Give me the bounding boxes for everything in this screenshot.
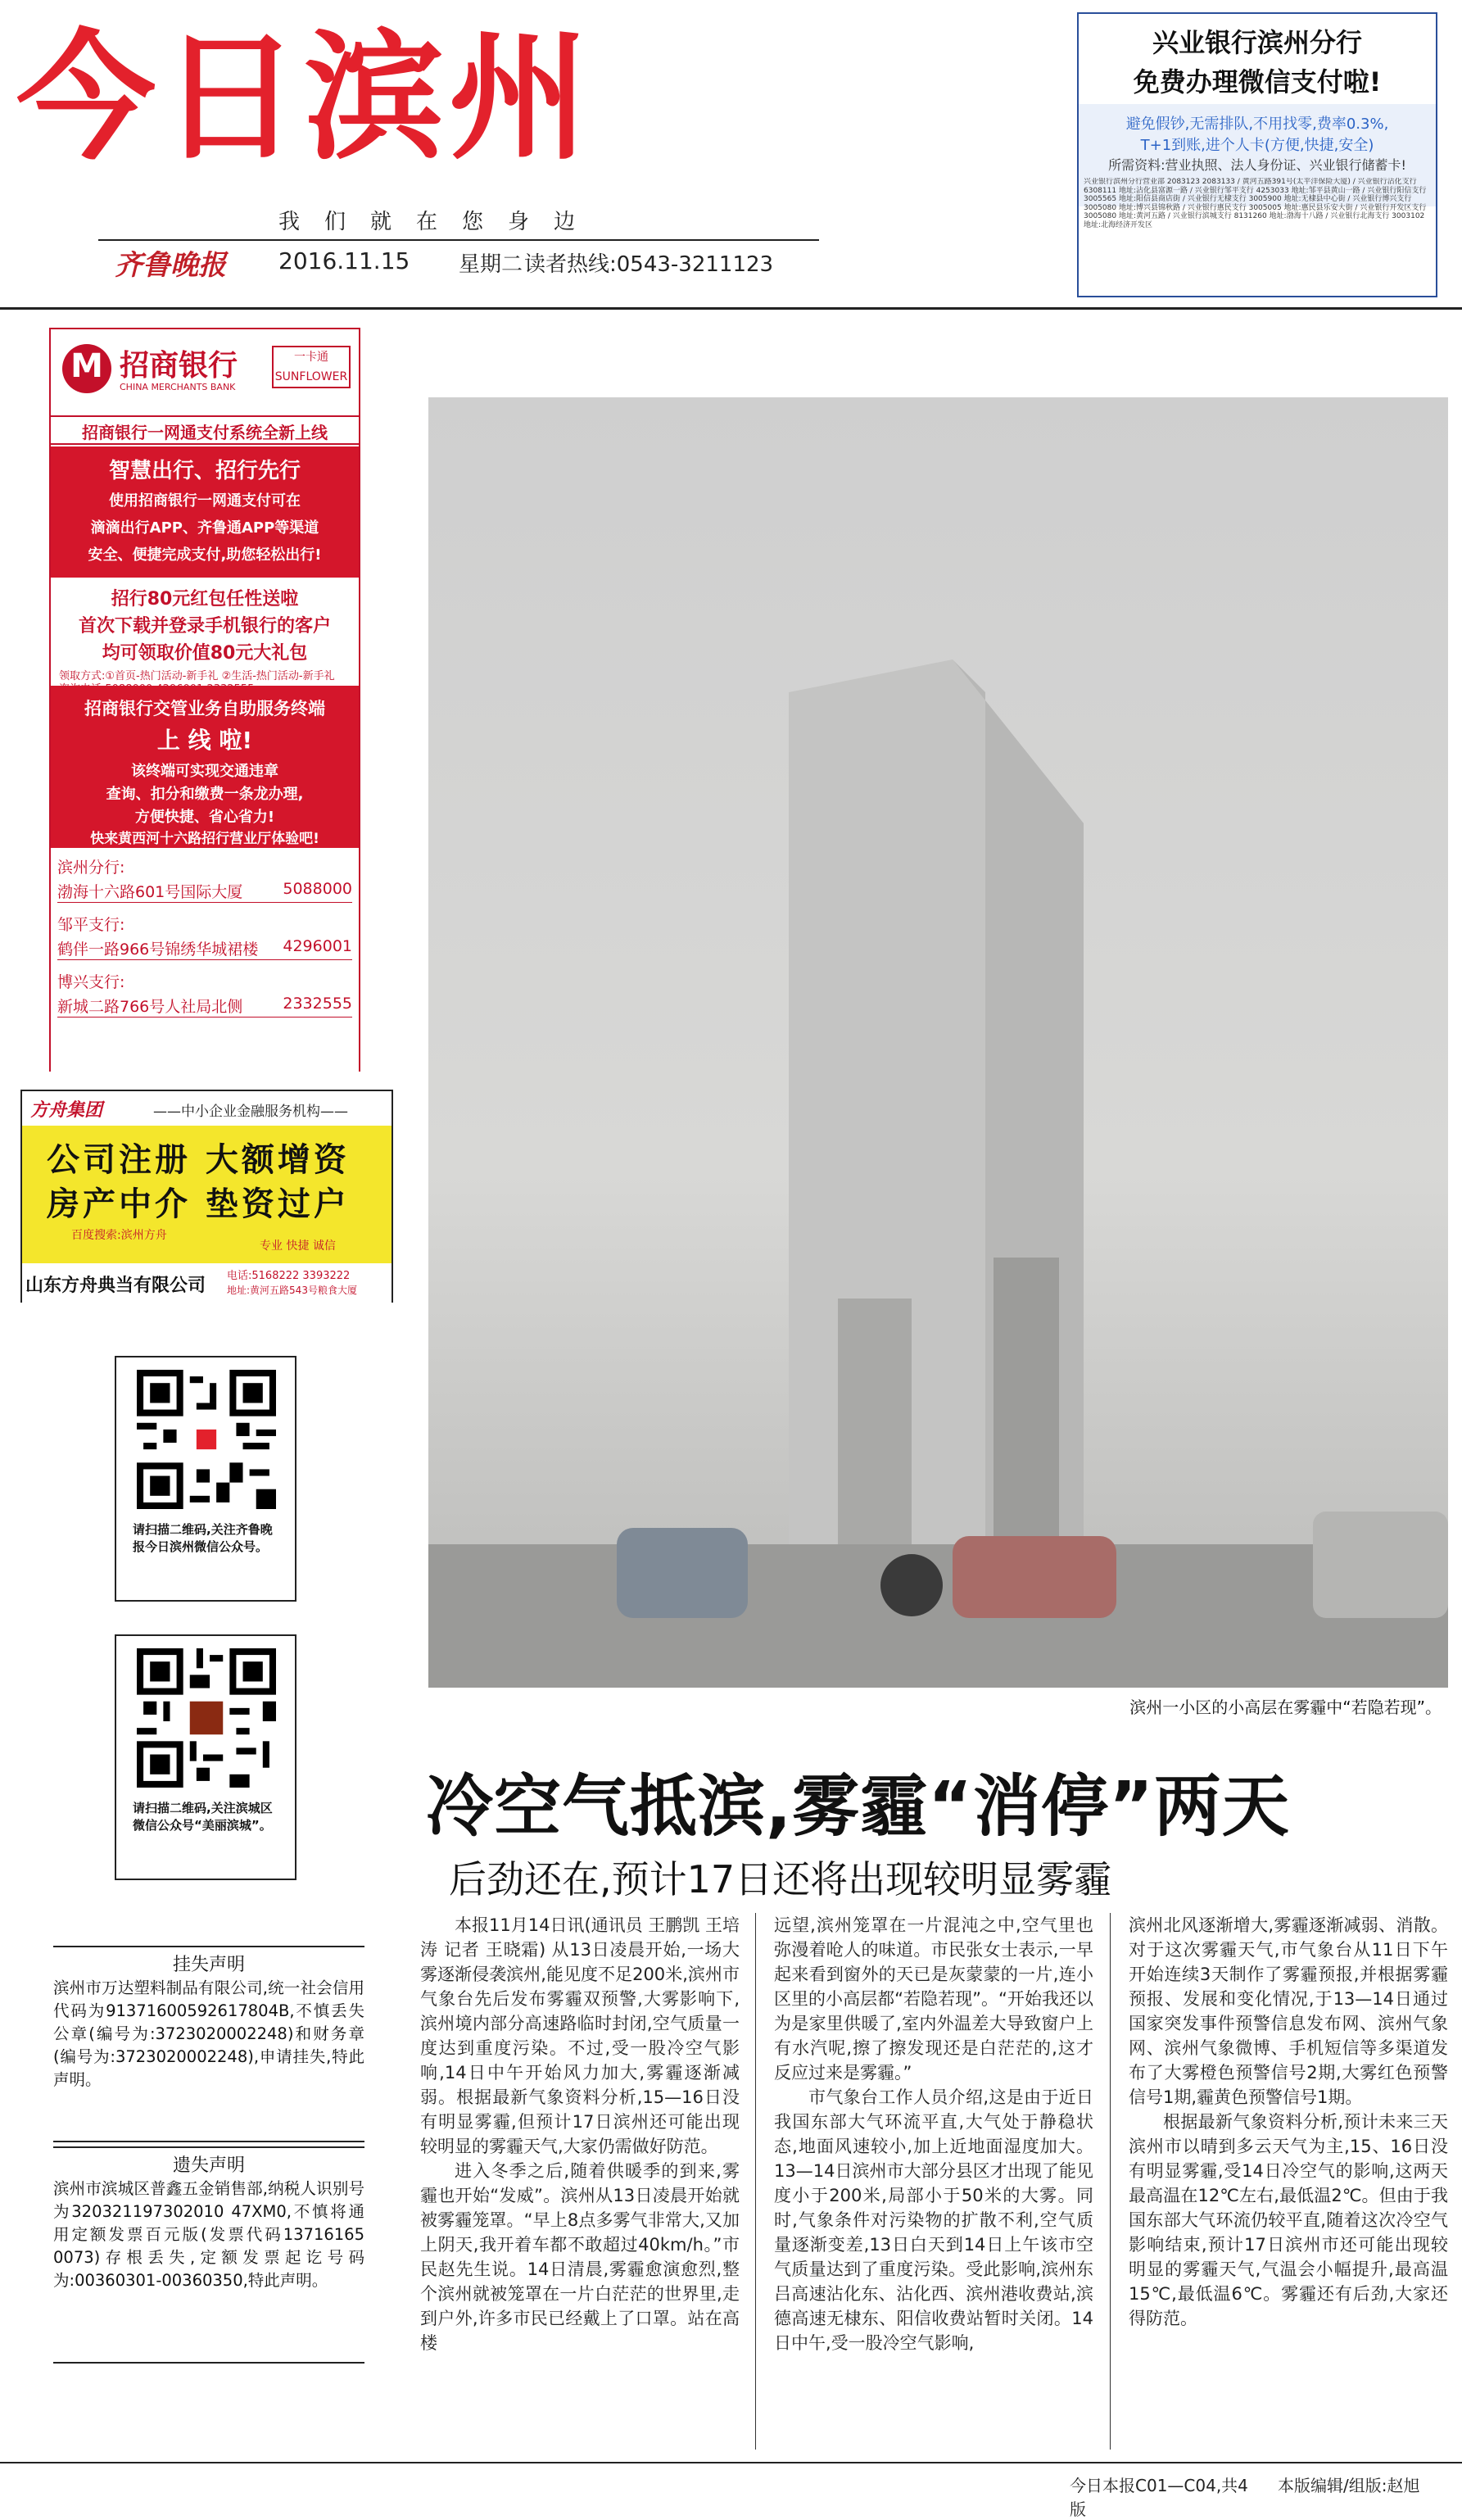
ib-ad-headline: 免费办理微信支付啦!	[1133, 66, 1382, 97]
masthead-title: 今日滨州	[16, 17, 594, 179]
qr-box-wechat-district[interactable]	[115, 1634, 296, 1880]
article-paragraph: 远望,滨州笼罩在一片混沌之中,空气里也弥漫着呛人的味道。市民张女士表示,一早起来看到窗外的天已是灰蒙蒙的一片,连小区里的小高层都“若隐若现”。“开始我还以为是家里供暖了,室内外温差大导致窗户上有水汽呢,擦了擦发现还是白茫茫的,这才反应过来是雾霾。”	[774, 1915, 1093, 2083]
cmb-travel-line-1: 使用招商银行一网通支付可在	[109, 492, 301, 510]
ib-ad-feature-2: T+1到账,进个人卡(方便,快捷,安全)	[1140, 137, 1374, 154]
fz-service-line-2: 房产中介 垫资过户	[47, 1185, 350, 1223]
article-paragraph: 滨州北风逐渐增大,雾霾逐渐减弱、消散。对于这次雾霾天气,市气象台从11日下午开始连续3天制作了雾霾预报,并根据雾霾预报、发展和变化情况,于13—14日通过国家突发事件预警信息发布网、滨州气象网、滨州气象微博、手机短信等多渠道发布了大雾橙色预警信号2期,大雾红色预警信号1期,霾黄色预警信号1期。	[1129, 1915, 1448, 2107]
cmb-name-en: CHINA MERCHANTS BANK	[120, 382, 236, 392]
smog-building-photo	[428, 397, 1448, 1688]
cmb-travel-line-2: 滴滴出行APP、齐鲁通APP等渠道	[90, 519, 319, 537]
fz-company: 山东方舟典当有限公司	[25, 1276, 206, 1296]
masthead-divider	[98, 239, 819, 241]
cmb-name: 招商银行	[120, 349, 238, 383]
notice-lost-statement	[53, 2146, 364, 2364]
article-column-1	[420, 1913, 740, 2454]
cmb-branch-1-info: 渤海十六路601号国际大厦 5088000	[57, 880, 352, 901]
fangzhou-ad[interactable]	[20, 1090, 393, 1303]
cmb-traffic-title: 招商银行交管业务自助服务终端	[84, 699, 325, 718]
cmb-branch-3-info: 新城二路766号人社局北侧 2332555	[57, 995, 352, 1016]
fz-tags: 专业 快捷 诚信	[260, 1240, 336, 1253]
cmb-traffic-launch: 上 线 啦!	[156, 727, 253, 754]
column-divider	[755, 1913, 756, 2450]
ib-ad-branch-list: 兴业银行滨州分行营业部 2083123 2083133 / 黄河五路391号(太平洋保险大厦) / 兴业银行沾化支行 6308111 地址:沾化县富源一路 / 兴业银行邹平支行 4253033 地址:邹平县黄山一路 / 兴业银行阳信支行 3005565 地址:阳信县商店街 / 兴业银行无棣支行 3005900 地址:无棣县中心街 / 兴业银行博兴支行 3005080 地址:博兴县锦秋路 / 兴业银行惠民支行 3005005 地址:惠民县乐安大街 / 兴业银行开发区支行 3005080 地址:黄河五路 / 兴业银行滨城支行 8131260 地址:渤海十八路 / 兴业银行北海支行 3003102 地址:北海经济开发区	[1084, 178, 1427, 229]
cmb-ad[interactable]	[49, 328, 360, 1072]
industrial-bank-ad[interactable]	[1077, 12, 1437, 297]
fz-phone: 电话:5168222 3393222	[227, 1270, 351, 1282]
qr-code-icon[interactable]	[129, 1648, 284, 1788]
article-paragraph: 本报11月14日讯(通讯员 王鹏凯 王培涛 记者 王晓霜) 从13日凌晨开始,一场大雾逐渐侵袭滨州,能见度不足200米,滨州市气象台先后发布雾霾双预警,大雾影响下,滨州境内部分高速路临时封闭,空气质量一度达到重度污染。不过,受一股冷空气影响,14日中午开始风力加大,雾霾逐渐减弱。根据最新气象资料分析,15—16日没有明显雾霾,但预计17日滨州还可能出现较明显的雾霾天气,大家仍需做好防范。	[420, 1915, 740, 2156]
ib-ad-title: 兴业银行滨州分行	[1152, 27, 1362, 58]
article-subhead: 后劲还在,预计17日还将出现较明显雾霾	[449, 1857, 1112, 1901]
fz-service-line-1: 公司注册 大额增资	[47, 1140, 350, 1179]
notice-loss-statement	[53, 1946, 364, 2142]
fz-search-hint: 百度搜索:滨州方舟	[71, 1229, 167, 1242]
issue-date: 2016.11.15	[278, 247, 410, 274]
cmb-gift-line-2: 均可领取价值80元大礼包	[102, 643, 308, 664]
article-paragraph: 进入冬季之后,随着供暖季的到来,雾霾也开始“发威”。滨州从13日凌晨开始就被雾霾笼罩。“早上8点多雾气非常大,又加上阴天,我开着车都不敢超过40km/h。”市民赵先生说。14日清晨,雾霾愈演愈烈,整个滨州就被笼罩在一片白茫茫的世界里,走到户外,许多市民已经戴上了口罩。站在高楼	[420, 2161, 740, 2353]
notice-2-body: 滨州市滨城区普鑫五金销售部,纳税人识别号为320321197302010 47XM0,不慎将通用定额发票百元版(发票代码13716165 0073)存根丢失,定额发票起讫号码为:00360301-00360350,特此声明。	[53, 2179, 364, 2290]
issue-weekday: 星期二	[459, 252, 523, 277]
qr-box-wechat-paper[interactable]	[115, 1356, 296, 1602]
cmb-traffic-line-4: 快来黄西河十六路招行营业厅体验吧!	[90, 831, 319, 847]
paper-name: 齐鲁晚报	[115, 249, 226, 282]
notice-1-title: 挂失声明	[172, 1955, 245, 1975]
column-divider	[1110, 1913, 1111, 2450]
cmb-travel-line-3: 安全、便捷完成支付,助您轻松出行!	[88, 546, 322, 564]
article-paragraph: 根据最新气象资料分析,预计未来三天滨州市以晴到多云天气为主,15、16日没有明显雾霾,受14日冷空气的影响,这两天最高温在12℃左右,最低温2℃。但由于我国东部大气环流仍较平直,随着这次冷空气影响结束,预计17日滨州市还可能出现较明显的雾霾天气,气温会小幅提升,最高温15℃,最低温6℃。雾霾还有后劲,大家还得防范。	[1129, 2112, 1448, 2328]
ib-ad-feature-1: 避免假钞,无需排队,不用找零,费率0.3%,	[1125, 116, 1389, 133]
article-column-3	[1129, 1913, 1448, 2454]
notice-2-title: 遗失声明	[172, 2155, 245, 2176]
qr-caption-district: 请扫描二维码,关注滨城区微信公众号“美丽滨城”。	[133, 1801, 273, 1833]
cmb-gift-title: 招行80元红包任性送啦	[111, 589, 299, 610]
footer-rule	[0, 2462, 1462, 2463]
cmb-card-logo: 一卡通 SUNFLOWER	[272, 346, 351, 388]
cmb-branch-2-name: 邹平支行:	[57, 916, 125, 934]
cmb-gift-line-1: 首次下载并登录手机银行的客户	[78, 616, 331, 637]
cmb-gift-method: 领取方式:①首页-热门活动-新手礼 ②生活-热门活动-新手礼	[59, 670, 335, 682]
footer-edition: 今日本报C01—C04,共4版	[1070, 2476, 1248, 2519]
fz-address: 地址:黄河五路543号粮食大厦	[227, 1285, 357, 1296]
cmb-branch-2-info: 鹤伴一路966号锦绣华城裙楼 4296001	[57, 937, 352, 959]
cmb-traffic-line-1: 该终端可实现交通违章	[131, 763, 278, 780]
masthead-slogan: 我们就在您身边	[278, 210, 600, 234]
photo-caption: 滨州一小区的小高层在雾霾中“若隐若现”。	[1129, 1697, 1442, 1717]
fz-tagline: ——中小企业金融服务机构——	[153, 1104, 348, 1120]
article-paragraph: 市气象台工作人员介绍,这是由于近日我国东部大气环流平直,大气处于静稳状态,地面风速较小,加上近地面湿度加大。13—14日滨州市大部分县区才出现了能见度小于200米,局部小于50米的大雾。同时,气象条件对污染物的扩散不利,空气质量逐渐变差,13日白天到14日上午该市空气质量达到了重度污染。受此影响,滨州东吕高速沾化东、沾化西、滨州港收费站,滨德高速无棣东、阳信收费站暂时关闭。14日中午,受一股冷空气影响,	[774, 2087, 1093, 2353]
footer-editor: 本版编辑/组版:赵旭	[1278, 2476, 1420, 2495]
article-headline: 冷空气抵滨,雾霾“消停”两天	[426, 1768, 1290, 1846]
cmb-traffic-line-3: 方便快捷、省心省力!	[134, 809, 275, 826]
fz-logo: 方舟集团	[30, 1100, 103, 1121]
reader-hotline: 读者热线:0543-3211123	[524, 252, 774, 277]
cmb-traffic-line-2: 查询、扣分和缴费一条龙办理,	[106, 786, 304, 803]
cmb-branch-1-name: 滨州分行:	[57, 859, 125, 877]
ib-ad-documents: 所需资料:营业执照、法人身份证、兴业银行储蓄卡!	[1108, 157, 1406, 173]
cmb-travel-title: 智慧出行、招行先行	[108, 459, 301, 483]
qr-code-icon[interactable]	[129, 1370, 284, 1509]
masthead-rule	[0, 307, 1462, 310]
notice-1-body: 滨州市万达塑料制品有限公司,统一社会信用代码为91371600592617804B,不慎丢失公章(编号为:3723020002248)和财务章(编号为:3723020002248),申请挂失,特此声明。	[53, 1978, 364, 2089]
cmb-headline: 招商银行一网通支付系统全新上线	[82, 423, 328, 442]
cmb-branch-3-name: 博兴支行:	[57, 973, 125, 991]
cmb-logo-mark: M	[70, 347, 103, 385]
qr-caption-paper: 请扫描二维码,关注齐鲁晚报今日滨州微信公众号。	[133, 1522, 273, 1554]
article-column-2	[774, 1913, 1093, 2454]
